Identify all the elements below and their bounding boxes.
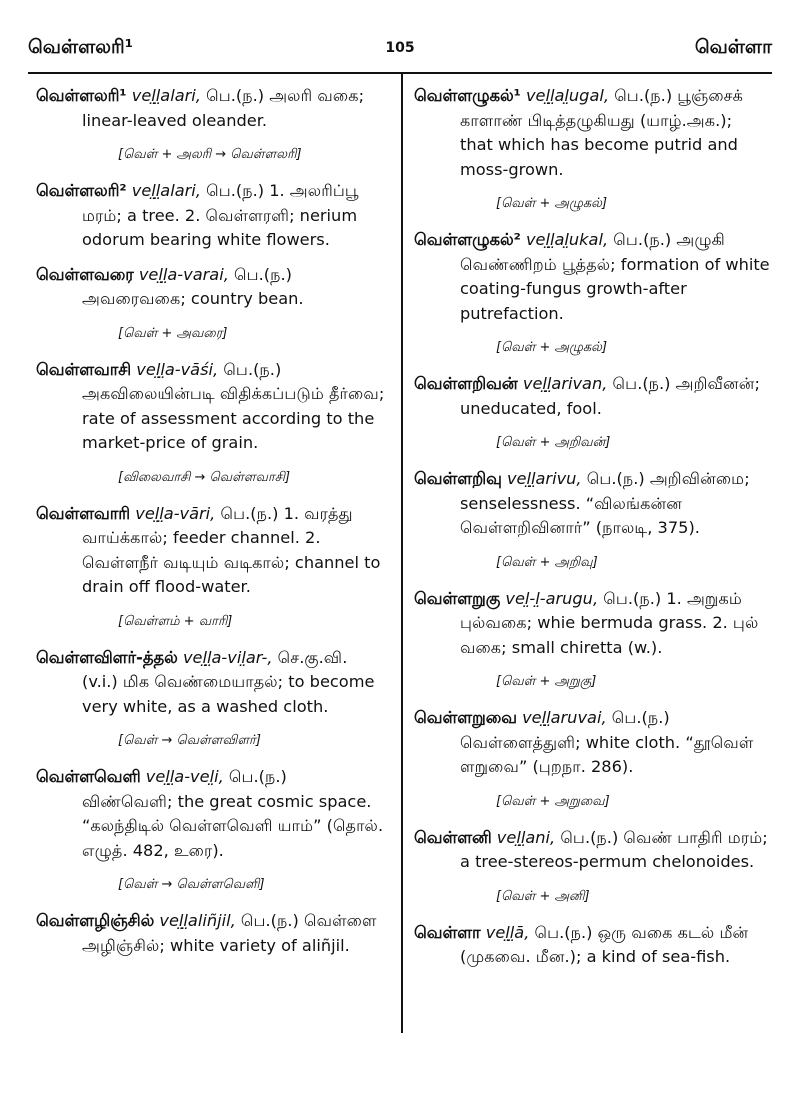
entry-definition: linear-leaved oleander. (82, 110, 268, 130)
entry-headword: வெள்ளவெளி (36, 767, 141, 786)
entry-transliteration: vel̤l̤a-vel̤i, (145, 767, 224, 786)
entry-transliteration: vel̤l̤aruvai, (522, 708, 607, 727)
entry-etymology: [வெள் + அறுவை] (496, 793, 610, 809)
entry-transliteration: vel̤l̤arivan, (522, 374, 608, 393)
entry-grammar-gloss: பெ.(ந.) அறிவின்மை; (586, 469, 750, 488)
dictionary-entry (36, 179, 388, 253)
entry-headword: வெள்ளலரி¹ (36, 86, 127, 105)
dictionary-entry (414, 921, 770, 970)
entry-transliteration: vel̤l̤ā, (485, 922, 530, 942)
dictionary-entry (414, 228, 770, 326)
column-divider (401, 73, 403, 1033)
entry-grammar-gloss: பெ.(ந.) பூஞ்சைக் (614, 86, 743, 105)
left-column (36, 84, 388, 958)
page-number: 105 (385, 40, 415, 56)
entry-transliteration: vel̤l̤a-vāśi, (136, 359, 219, 379)
entry-transliteration: vel̤l̤arivu, (506, 469, 582, 488)
entry-definition: காளாண் பிடித்தழுகியது (யாழ்.அக.); that which has become putrid and moss-grown. (460, 110, 738, 179)
entry-grammar-gloss: பெ.(ந.) 1. வரத்து (220, 503, 353, 523)
entry-headword: வெள்ளழுகல்² (414, 230, 521, 249)
entry-etymology: [வெள் + அழுகல்] (496, 340, 608, 355)
entry-transliteration: vel̤l̤a-vāri, (135, 503, 216, 523)
entry-definition: புல்வகை; whie bermuda grass. 2. புல் வகை; small chiretta (w.). (460, 613, 759, 657)
entry-etymology: [வெள்ளம் + வாரி] (118, 613, 233, 629)
entry-grammar-gloss: பெ.(ந.) அழுகி (613, 230, 725, 249)
entry-definition: வெண்ணிறம் பூத்தல்; formation of white coating-fungus growth-after putrefaction. (460, 254, 770, 323)
dictionary-entry (414, 826, 770, 875)
entry-grammar-gloss: பெ.(ந.) வெள்ளை (240, 911, 377, 930)
entry-etymology: [வெள் → வெள்ளவிளர்] (118, 733, 261, 748)
dictionary-entry (414, 706, 770, 780)
entry-transliteration: vel̤l̤alari, (131, 86, 201, 105)
entry-headword: வெள்ளனி (414, 827, 492, 847)
entry-headword: வெள்ளறுவை (414, 708, 517, 727)
entry-grammar-gloss: பெ.(ந.) 1. அலரிப்பூ (206, 181, 359, 200)
entry-grammar-gloss: பெ.(ந.) ஒரு வகை கடல் மீன் (534, 922, 749, 942)
dictionary-entry (36, 358, 388, 456)
entry-definition: (v.i.) மிக வெண்மையாதல்; to become very white, as a washed cloth. (82, 672, 375, 716)
entry-transliteration: vel̤-l̤-arugu, (505, 588, 599, 608)
entry-transliteration: vel̤l̤al̤ukal, (525, 230, 609, 249)
entry-headword: வெள்ளவாசி (36, 359, 132, 379)
entry-etymology: [வெள் + அவரை] (118, 325, 228, 341)
entry-etymology: [வெள் + அலரி → வெள்ளலரி] (118, 147, 302, 162)
entry-transliteration: vel̤l̤a-varai, (138, 264, 229, 284)
entry-headword: வெள்ளறுகு (414, 588, 501, 608)
entry-definition: விண்வெளி; the great cosmic space. “கலந்திடில் வெள்ளவெளி யாம்” (தொல். எழுத். 482, உரை). (82, 791, 384, 860)
entry-etymology: [வெள் → வெள்ளவெளி] (118, 877, 265, 892)
dictionary-entry (36, 765, 388, 863)
right-column (414, 84, 770, 970)
entry-definition: மரம்; a tree. 2. வெள்ளரளி; nerium odorum bearing white flowers. (82, 205, 358, 249)
header-rule (28, 72, 772, 74)
entry-headword: வெள்ளவரை (36, 264, 134, 284)
entry-grammar-gloss: பெ.(ந.) (611, 708, 670, 727)
dictionary-entry (414, 587, 770, 661)
entry-headword: வெள்ளறிவு (414, 469, 502, 488)
entry-transliteration: vel̤l̤aliñjil, (159, 911, 236, 930)
entry-definition: senselessness. “விலங்கன்ன வெள்ளறிவினார்” (நாலடி, 375). (460, 493, 700, 537)
entry-transliteration: vel̤l̤a-vil̤ar-, (182, 647, 273, 667)
entry-headword: வெள்ளவிளர்-த்தல் (36, 647, 178, 667)
entry-headword: வெள்ளறிவன் (414, 374, 518, 393)
entry-transliteration: vel̤l̤ani, (496, 827, 556, 847)
dictionary-entry (36, 502, 388, 600)
page-header (28, 28, 772, 68)
entry-definition: அழிஞ்சில்; white variety of aliñjil. (82, 935, 350, 955)
entry-headword: வெள்ளழுகல்¹ (414, 86, 521, 105)
entry-grammar-gloss: பெ.(ந.) வெண் பாதிரி மரம்; (560, 827, 768, 847)
entry-definition: (முகவை. மீன.); a kind of sea-fish. (460, 947, 731, 966)
entry-definition: a tree-stereos-permum chelonoides. (460, 852, 755, 871)
dictionary-entry (36, 263, 388, 312)
dictionary-entry (36, 909, 388, 958)
dictionary-entry (414, 372, 770, 421)
entry-grammar-gloss: செ.கு.வி. (277, 647, 348, 667)
entry-grammar-gloss: பெ.(ந.) அறிவீனன்; (612, 374, 760, 393)
entry-grammar-gloss: பெ.(ந.) (234, 264, 292, 284)
entry-headword: வெள்ளா (414, 922, 481, 942)
entry-etymology: [வெள் + அறுகு] (496, 674, 597, 689)
dictionary-entry (414, 467, 770, 541)
entry-headword: வெள்ளழிஞ்சில் (36, 911, 155, 930)
dictionary-entry (36, 646, 388, 720)
entry-grammar-gloss: பெ.(ந.) (223, 359, 282, 379)
entry-transliteration: vel̤l̤al̤ugal, (525, 86, 610, 105)
entry-definition: வாய்க்கால்; feeder channel. 2. வெள்ளநீர் வடியும் வடிகால்; channel to drain off flood-water. (82, 528, 381, 596)
entry-definition: வெள்ளைத்துளி; white cloth. “தூவெள் ளறுவை” (புறநா. 286). (460, 732, 754, 776)
running-head-left: வெள்ளலரி¹ (28, 36, 134, 58)
running-head-right: வெள்ளா (694, 36, 772, 58)
entry-definition: அகவிலையின்படி விதிக்கப்படும் தீர்வை; rate of assessment according to the market-price of grain. (82, 384, 385, 452)
entry-headword: வெள்ளலரி² (36, 181, 127, 200)
entry-definition: அவரைவகை; country bean. (82, 289, 304, 308)
entry-etymology: [வெள் + அனி] (496, 888, 590, 904)
dictionary-entry (414, 84, 770, 182)
entry-definition: uneducated, fool. (460, 398, 602, 418)
entry-transliteration: vel̤l̤alari, (131, 181, 201, 200)
entry-headword: வெள்ளவாரி (36, 503, 131, 523)
entry-etymology: [விலைவாசி → வெள்ளவாசி] (118, 469, 291, 485)
entry-etymology: [வெள் + அறிவன்] (496, 435, 611, 450)
entry-grammar-gloss: பெ.(ந.) 1. அறுகம் (603, 588, 742, 608)
entry-etymology: [வெள் + அழுகல்] (496, 196, 608, 211)
entry-grammar-gloss: பெ.(ந.) (228, 767, 287, 786)
entry-grammar-gloss: பெ.(ந.) அலரி வகை; (206, 86, 365, 105)
dictionary-entry (36, 84, 388, 133)
entry-etymology: [வெள் + அறிவு] (496, 554, 598, 570)
